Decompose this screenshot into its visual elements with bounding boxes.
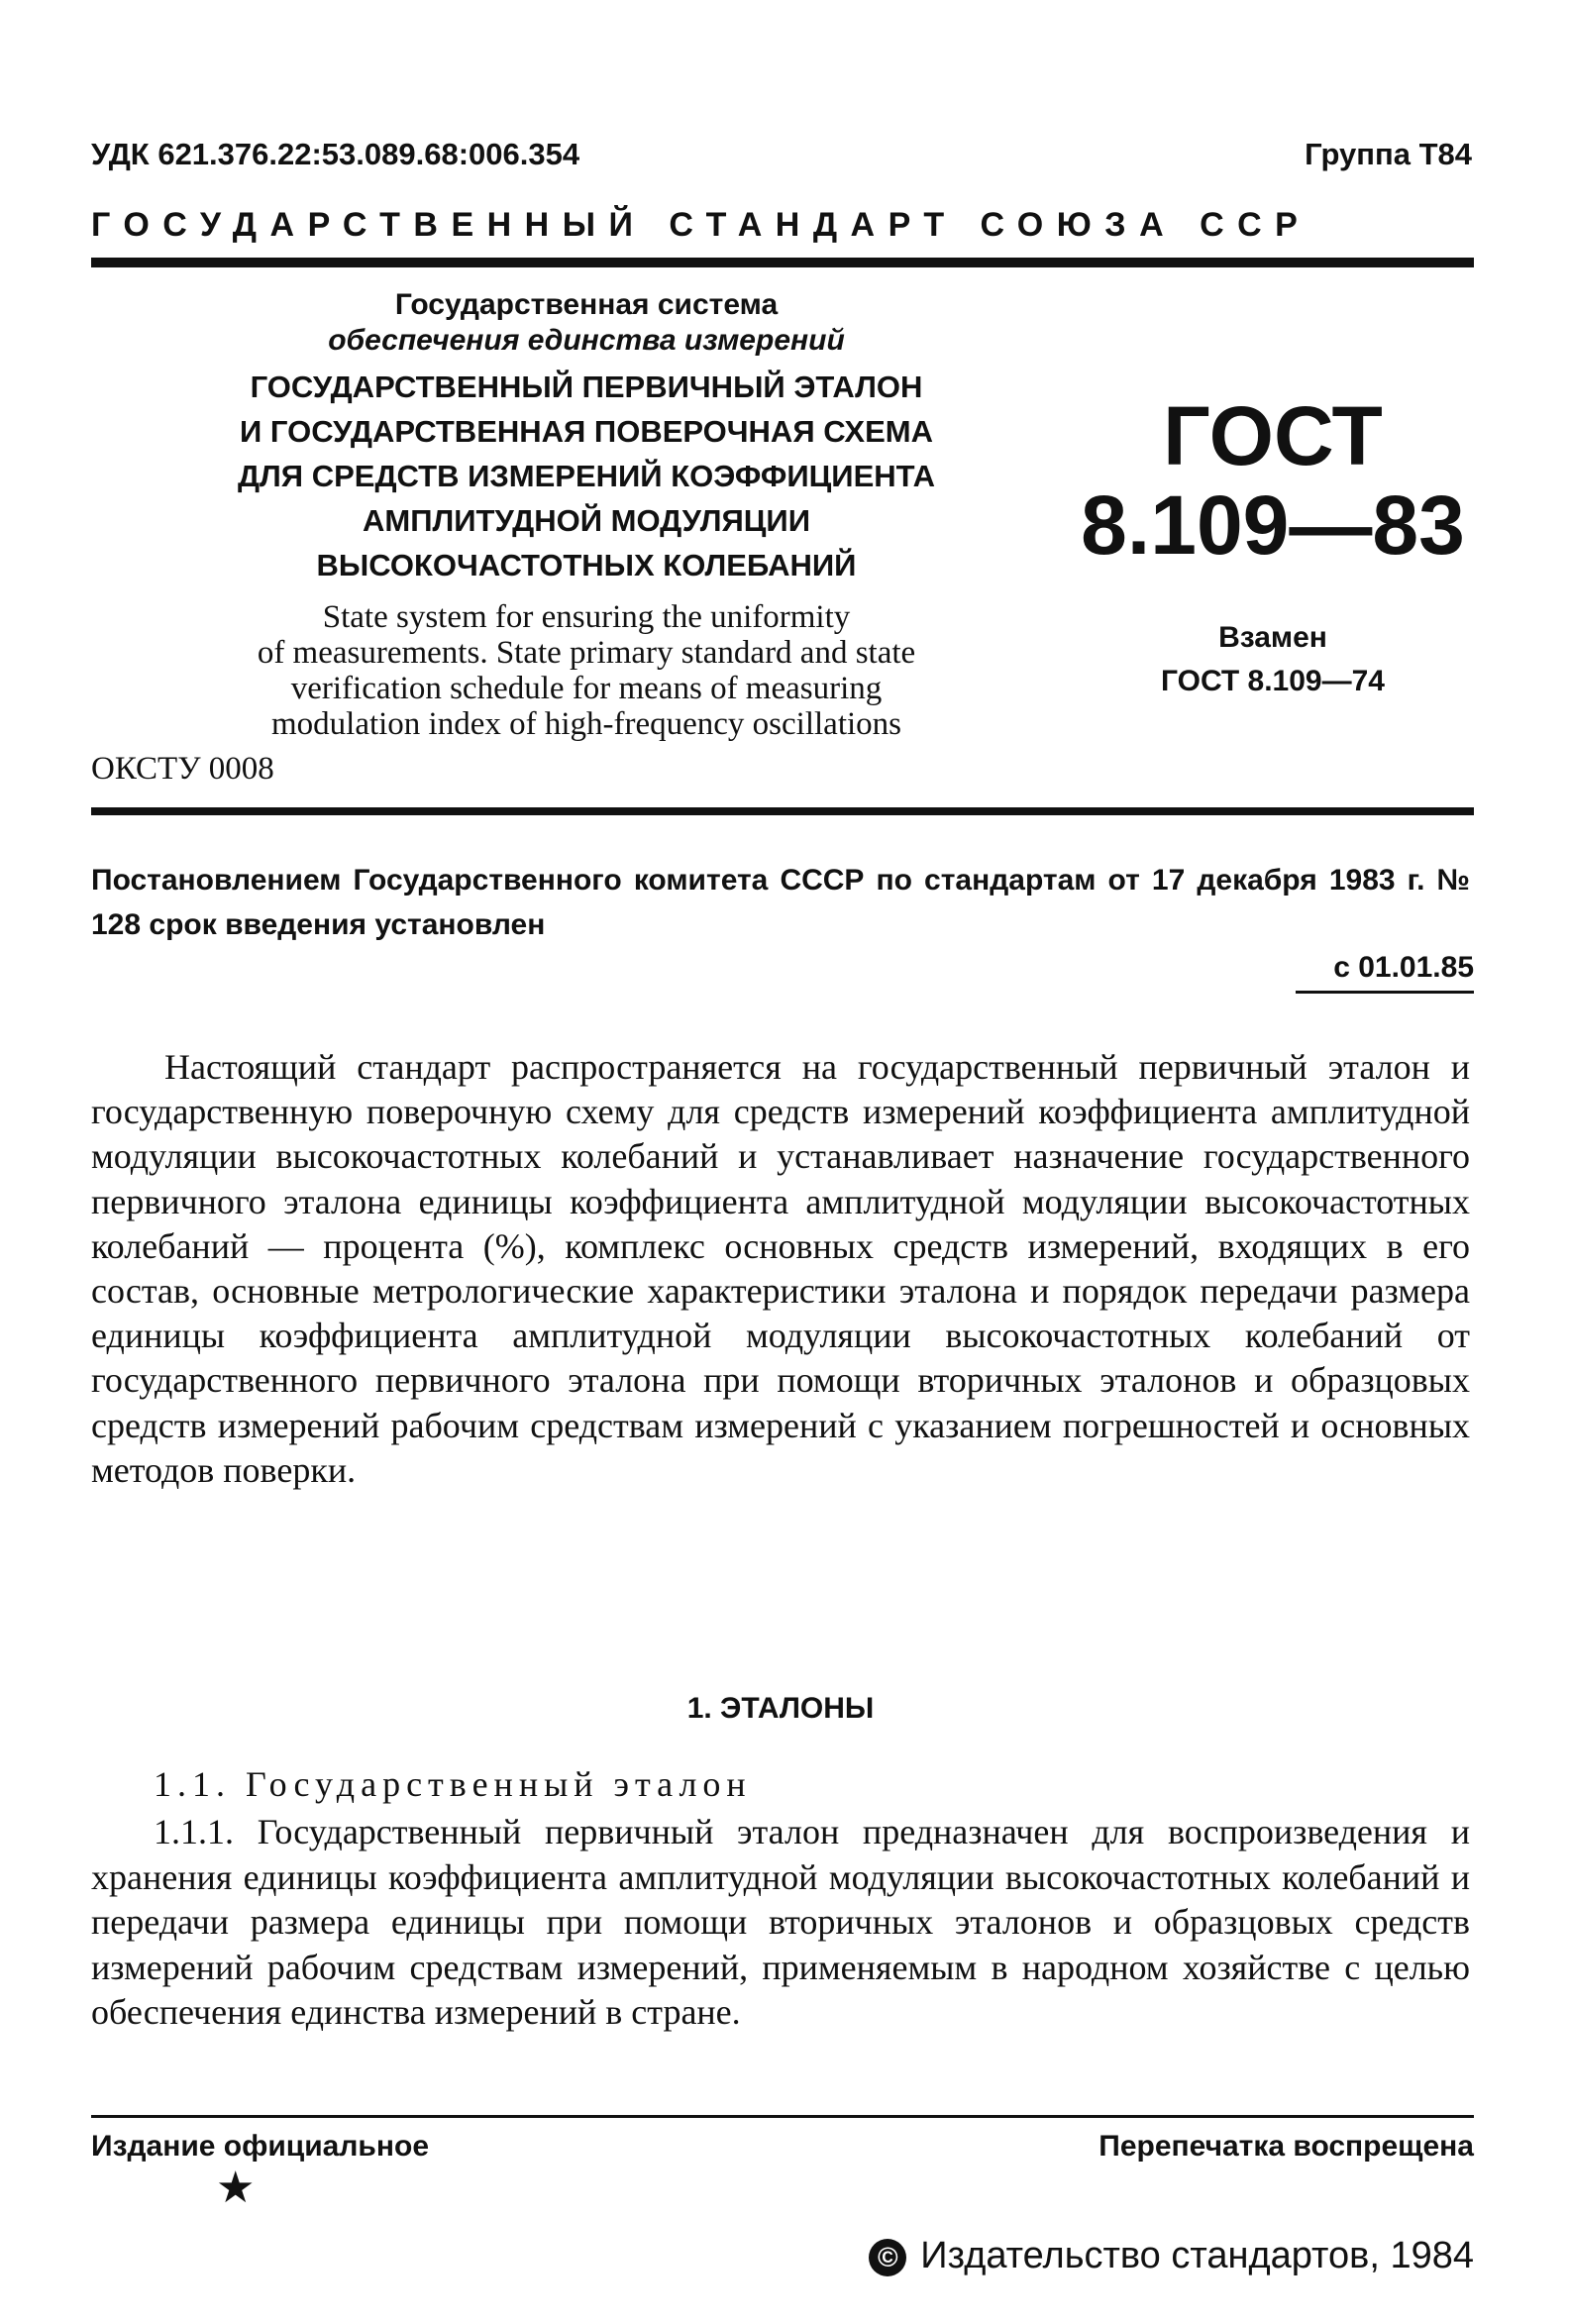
english-title-line: verification schedule for means of measuring	[290, 671, 883, 706]
system-line-2: обеспечения единства измерений	[328, 324, 845, 357]
reprint-note: Перепечатка воспрещена	[1098, 2130, 1474, 2163]
okstu-code: ОКСТУ 0008	[91, 751, 274, 787]
main-title-line: ДЛЯ СРЕДСТВ ИЗМЕРЕНИЙ КОЭФФИЦИЕНТА	[237, 459, 936, 493]
title-block	[91, 287, 1082, 742]
effective-date-underline	[1296, 991, 1474, 994]
edition-note: Издание официальное	[91, 2130, 430, 2163]
intro-paragraph: Настоящий стандарт распространяется на государственный первичный эталон и государственную поверочную схему для средств измерений коэффициента амплитудной модуляции высокочастотных колебаний и устанавливает назначение государственного первичного эталона единицы коэффициента амплитудной модуляции высокочастотных колебаний — процента (%), комплекс основных средств измерений, входящих в его состав, основные метрологические характеристики эталона и порядок передачи размера единицы коэффициента амплитудной модуляции высокочастотных колебаний от государственного первичного эталона при помощи вторичных эталонов и образцовых средств измерений рабочим средствам измерений с указанием погрешностей и основных методов поверки.	[91, 1047, 1470, 1490]
english-title-line: of measurements. State primary standard and state	[257, 635, 916, 671]
gost-name: ГОСТ	[1163, 389, 1383, 482]
english-title-line: modulation index of high-frequency oscillations	[270, 706, 902, 742]
header-rule	[91, 258, 1474, 267]
copyright-icon: ©	[869, 2239, 906, 2276]
main-title-line: ГОСУДАРСТВЕННЫЙ ПЕРВИЧНЫЙ ЭТАЛОН	[250, 370, 923, 404]
replaces-block	[1075, 616, 1471, 703]
effective-date: с 01.01.85	[1333, 951, 1474, 984]
main-title-line: АМПЛИТУДНОЙ МОДУЛЯЦИИ	[363, 503, 810, 538]
footer-rule	[91, 2115, 1474, 2118]
system-line-1: Государственная система	[394, 288, 779, 321]
udk-code: УДК 621.376.22:53.089.68:006.354	[91, 137, 580, 171]
subsection-heading: 1.1. Государственный эталон	[154, 1764, 752, 1804]
english-title-line: State system for ensuring the uniformity	[322, 599, 851, 635]
main-title-line: ВЫСОКОЧАСТОТНЫХ КОЛЕБАНИЙ	[316, 548, 857, 582]
gost-designation	[1075, 391, 1471, 570]
main-title-line: И ГОСУДАРСТВЕННАЯ ПОВЕРОЧНАЯ СХЕМА	[240, 414, 933, 449]
publisher-name: Издательство стандартов, 1984	[920, 2235, 1474, 2276]
replaces-label: Взамен	[1218, 621, 1327, 654]
english-title	[91, 599, 1082, 742]
star-icon: ★	[216, 2164, 256, 2212]
replaces-value: ГОСТ 8.109—74	[1161, 665, 1385, 697]
publisher-line	[869, 2235, 1474, 2277]
main-title	[91, 365, 1082, 587]
clause-paragraph: 1.1.1. Государственный первичный эталон предназначен для воспроизведения и хранения единицы коэффициента амплитудной модуляции высокочастотных колебаний и передачи размера единицы при помощи вторичных эталонов и образцовых средств измерений рабочим средствам измерений, применяемым в народном хозяйстве с целью обеспечения единства измерений в стране.	[91, 1812, 1470, 2032]
section-heading: 1. ЭТАЛОНЫ	[686, 1692, 875, 1725]
title-rule	[91, 807, 1474, 815]
standard-banner: ГОСУДАРСТВЕННЫЙ СТАНДАРТ СОЮЗА ССР	[91, 206, 1311, 244]
group-code: Группа Т84	[1305, 137, 1472, 171]
decree-text: Постановлением Государственного комитета СССР по стандартам от 17 декабря 1983 г. № 128 срок введения установлен	[91, 864, 1470, 941]
gost-number: 8.109—83	[1081, 478, 1465, 572]
